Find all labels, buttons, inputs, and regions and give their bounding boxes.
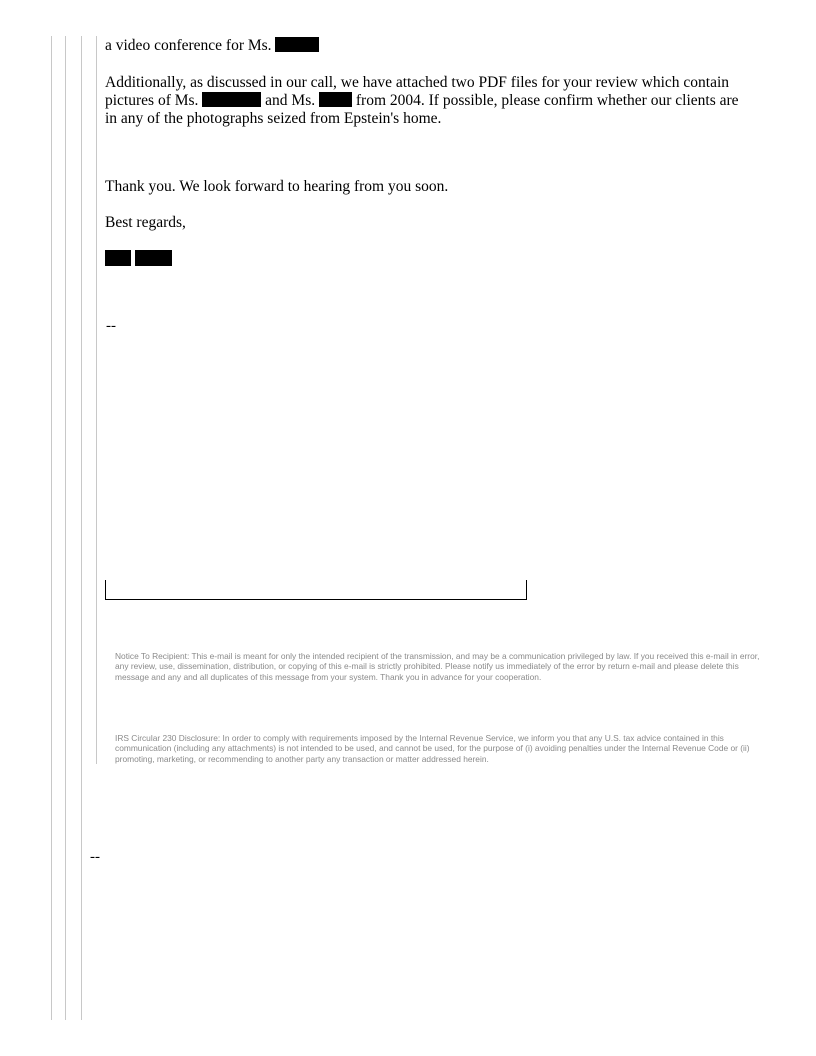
notice-to-recipient: Notice To Recipient: This e-mail is meant for only the intended recipient of the transmission, and may be a communication privileged by law. If you received this e-mail in error, any review, use, dissemination, distribution, or copying of this e-mail is strictly prohibited. Please notify us immediately of the error by return e-mail and please delete this message and any and all duplicates of this message from your system. Thank you in advance for your cooperation. (115, 651, 760, 682)
redacted-name (202, 92, 261, 107)
attachment-paragraph-line-1 (105, 74, 729, 92)
redacted-name (275, 37, 319, 52)
attachment-text-2b: and Ms. (265, 92, 316, 109)
redacted-signature-first (105, 250, 131, 266)
video-conference-text: a video conference for Ms. (105, 37, 272, 54)
attachment-text-1: Additionally, as discussed in our call, we have attached two PDF files for your review which contain (105, 74, 730, 91)
video-conference-line (105, 37, 319, 55)
quote-bar-3 (81, 36, 82, 1020)
closing-line (105, 214, 186, 232)
redacted-signature-last (135, 250, 172, 266)
thanks-line (105, 178, 448, 196)
redacted-name (319, 92, 352, 107)
attachment-paragraph-line-3 (105, 110, 441, 128)
empty-signature-box (105, 580, 527, 600)
attachment-text-3: in any of the photographs seized from Epstein's home. (105, 110, 442, 127)
closing-text: Best regards, (105, 214, 186, 231)
quote-bar-1 (51, 36, 52, 1020)
attachment-paragraph-line-2 (105, 92, 739, 110)
attachment-text-2c: from 2004. If possible, please confirm whether our clients are (355, 92, 739, 109)
signature-separator: -- (106, 318, 116, 334)
attachment-text-2a: pictures of Ms. (105, 92, 199, 109)
irs-circular-230-disclosure: IRS Circular 230 Disclosure: In order to comply with requirements imposed by the Internal Revenue Service, we inform you that any U.S. tax advice contained in this communication (including any attachments) is not intended to be used, and cannot be used, for the purpose of (i) avoiding penalties under the Internal Revenue Code or (ii) promoting, marketing, or recommending to another party any transaction or matter addressed herein. (115, 733, 750, 764)
outer-separator: -- (90, 849, 100, 865)
quote-bar-4 (96, 36, 97, 764)
quote-bar-2 (65, 36, 66, 1020)
thanks-text: Thank you. We look forward to hearing from you soon. (105, 178, 449, 195)
